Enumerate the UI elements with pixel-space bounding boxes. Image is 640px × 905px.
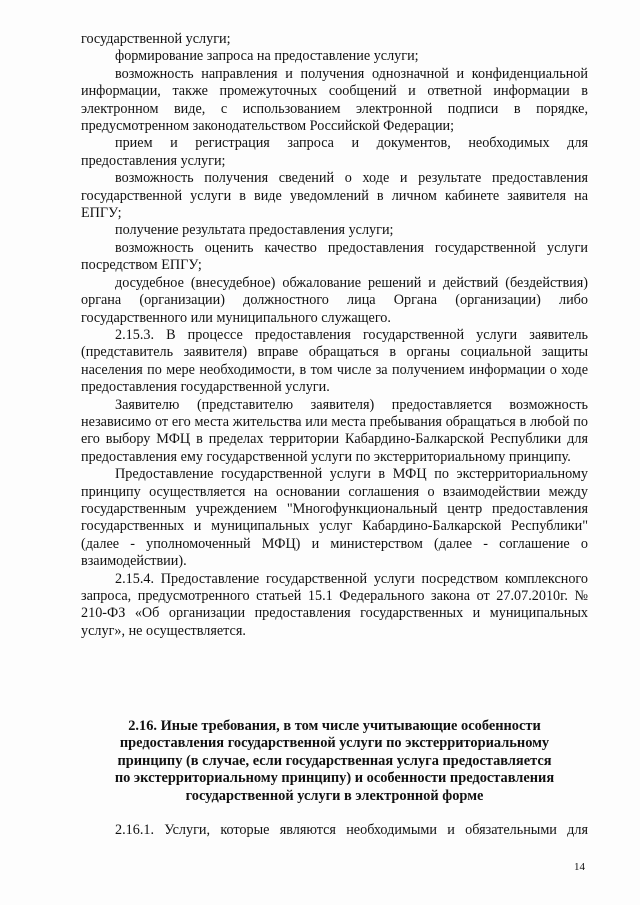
section-body: [81, 822, 588, 839]
paragraph: возможность получения сведений о ходе и результате предоставления государственной услуги в виде уведомлений в личном кабинете заявителя на ЕПГУ;: [81, 170, 588, 222]
heading-line: 2.16. Иные требования, в том числе учитывающие особенности: [128, 718, 541, 734]
paragraph: возможность направления и получения однозначной и конфиденциальной информации, также промежуточных сообщений и ответной информации в электронном виде, с использованием электронной подписи в порядке, предусмотренном законодательством Российской Федерации;: [81, 65, 588, 135]
paragraph: возможность оценить качество предоставления государственной услуги посредством ЕПГУ;: [81, 239, 588, 274]
paragraph: Предоставление государственной услуги в МФЦ по экстерриториальному принципу осуществляется на основании соглашения о взаимодействии между государственным учреждением "Многофункциональный центр предоставления государственных и муниципальных услуг Кабардино-Балкарской Республики" (далее - уполномоченный МФЦ) и министерством (далее - соглашение о взаимодействии).: [81, 466, 588, 570]
paragraph: формирование запроса на предоставление услуги;: [115, 48, 419, 65]
section-heading: [81, 718, 588, 805]
document-body: [81, 31, 588, 640]
heading-line: предоставления государственной услуги по экстерриториальному: [119, 735, 550, 752]
heading-line: по экстерриториальному принципу) и особенности предоставления: [114, 770, 555, 787]
heading-line: государственной услуги в электронной форме: [185, 787, 484, 804]
paragraph: 2.15.3. В процессе предоставления государственной услуги заявитель (представитель заявителя) вправе обращаться в органы социальной защиты населения по мере необходимости, в том числе за получением информации о ходе предоставления государственной услуги.: [81, 326, 588, 396]
paragraph: получение результата предоставления услуги;: [115, 222, 394, 239]
heading-line: принципу (в случае, если государственная услуга предоставляется: [117, 752, 552, 769]
paragraph: Заявителю (представителю заявителя) предоставляется возможность независимо от его места жительства или места пребывания обращаться в любой по его выбору МФЦ в пределах территории Кабардино-Балкарской Республики для предоставления ему государственной услуги по экстерриториальному принципу.: [81, 396, 588, 465]
paragraph: прием и регистрация запроса и документов, необходимых для предоставления услуги;: [81, 135, 588, 169]
paragraph: досудебное (внесудебное) обжалование решений и действий (бездействия) органа (организации) должностного лица Органа (организации) либо государственного или муниципального служащего.: [81, 274, 588, 326]
page-number: 14: [574, 861, 585, 873]
paragraph: 2.16.1. Услуги, которые являются необходимыми и обязательными для: [115, 822, 588, 838]
paragraph: 2.15.4. Предоставление государственной услуги посредством комплексного запроса, предусмотренного статьей 15.1 Федерального закона от 27.07.2010г. № 210-ФЗ «Об организации предоставления государственных и муниципальных услуг», не осуществляется.: [81, 570, 588, 639]
paragraph: государственной услуги;: [81, 31, 231, 47]
